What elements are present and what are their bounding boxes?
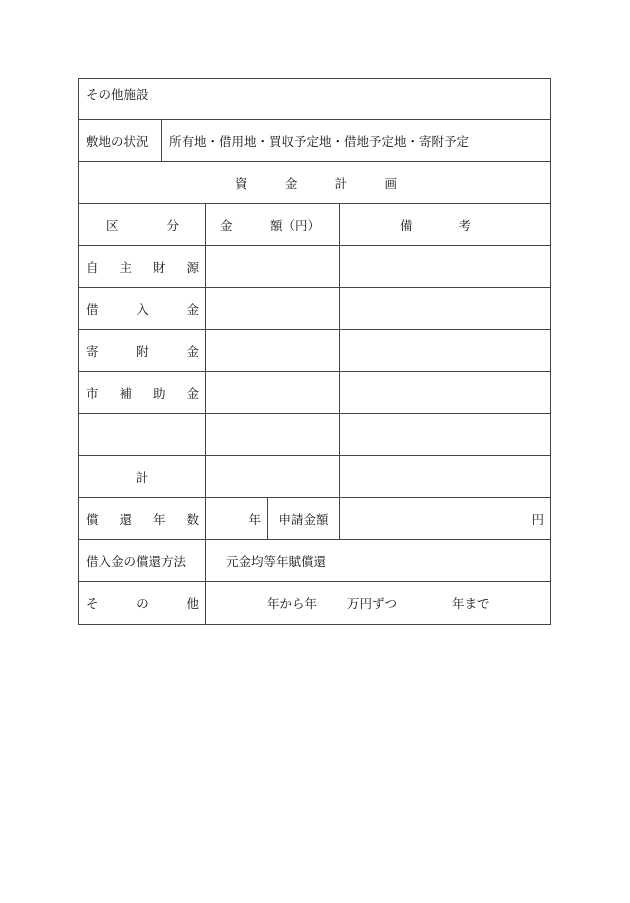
other-value	[205, 582, 550, 624]
remarks-cell[interactable]	[339, 330, 550, 371]
source-label-char: 補	[119, 385, 132, 401]
category-header	[79, 204, 205, 245]
source-row-blank	[79, 413, 550, 455]
source-label	[79, 372, 205, 413]
request-amount-label: 申請金額	[267, 498, 339, 539]
repayment-method-value: 元金均等年賦償還	[205, 540, 550, 581]
source-label-char: 助	[152, 385, 166, 401]
source-label-char: 附	[136, 343, 149, 359]
source-label	[79, 330, 205, 371]
remarks-cell[interactable]	[339, 414, 550, 455]
source-label-char: 自	[86, 259, 99, 275]
category-header-char: 区	[106, 217, 119, 233]
category-header-char: 分	[166, 217, 179, 233]
other-per-text: 万円ずつ	[347, 596, 398, 611]
repayment-years-char: 還	[119, 511, 132, 527]
other-row	[79, 581, 550, 624]
repayment-years-label	[79, 498, 205, 539]
other-label-char: そ	[86, 596, 99, 611]
funding-plan-title-char: 金	[284, 175, 298, 191]
other-until-text: 年まで	[452, 596, 490, 611]
site-status-label: 敷地の状況	[86, 133, 149, 149]
source-label-blank[interactable]	[79, 414, 205, 455]
source-label-char: 源	[186, 259, 199, 275]
source-label-char: 寄	[86, 343, 99, 359]
other-facilities-row	[79, 79, 550, 119]
source-row-own-funds	[79, 245, 550, 287]
source-row-borrowings	[79, 287, 550, 329]
source-label	[79, 246, 205, 287]
repayment-method-label: 借入金の償還方法	[86, 553, 187, 569]
total-row	[79, 455, 550, 497]
funding-plan-title-char: 計	[334, 175, 348, 191]
amount-header-char: 額（円）	[269, 217, 320, 233]
remarks-cell[interactable]	[339, 288, 550, 329]
amount-cell[interactable]	[205, 288, 339, 329]
other-label	[79, 582, 205, 624]
remarks-header-char: 備	[400, 217, 413, 233]
amount-cell[interactable]	[205, 372, 339, 413]
remarks-header-char: 考	[458, 217, 471, 233]
repayment-years-char: 償	[86, 511, 99, 527]
remarks-cell[interactable]	[339, 372, 550, 413]
source-label-char: 主	[119, 259, 132, 275]
amount-cell[interactable]	[205, 330, 339, 371]
funding-plan-title	[235, 162, 397, 203]
amount-cell[interactable]	[205, 414, 339, 455]
repayment-row	[79, 497, 550, 539]
repayment-years-char: 数	[186, 511, 199, 527]
total-label: 計	[135, 469, 149, 485]
source-row-city-subsidy	[79, 371, 550, 413]
other-facilities-label: その他施設	[86, 87, 149, 102]
total-remarks-cell[interactable]	[339, 456, 550, 497]
source-label-char: 金	[186, 385, 199, 401]
funding-plan-form	[78, 78, 551, 625]
source-label-char: 金	[186, 301, 199, 317]
site-status-value: 所有地・借用地・買収予定地・借地予定地・寄附予定	[161, 120, 550, 161]
repayment-years-char: 年	[152, 511, 166, 527]
source-label	[79, 288, 205, 329]
request-amount-value[interactable]: 円	[339, 498, 550, 539]
amount-header	[205, 204, 339, 245]
funding-plan-title-char: 画	[384, 175, 397, 191]
funding-plan-title-char: 資	[235, 175, 248, 191]
other-label-char: の	[136, 596, 149, 611]
source-label-char: 借	[86, 301, 99, 317]
source-label-char: 金	[186, 343, 199, 359]
remarks-header	[339, 204, 550, 245]
source-label-char: 財	[152, 259, 166, 275]
source-label-char: 入	[136, 301, 149, 317]
source-row-donations	[79, 329, 550, 371]
total-amount-cell[interactable]	[205, 456, 339, 497]
amount-header-char: 金	[220, 217, 233, 233]
source-label-char: 市	[86, 385, 99, 401]
site-status-row	[79, 119, 550, 161]
repayment-years-value[interactable]: 年	[205, 498, 267, 539]
amount-cell[interactable]	[205, 246, 339, 287]
repayment-method-row	[79, 539, 550, 581]
remarks-cell[interactable]	[339, 246, 550, 287]
funding-plan-title-row	[79, 161, 550, 203]
other-label-char: 他	[186, 596, 199, 611]
other-from-text: 年から年	[267, 596, 318, 611]
table-header-row	[79, 203, 550, 245]
